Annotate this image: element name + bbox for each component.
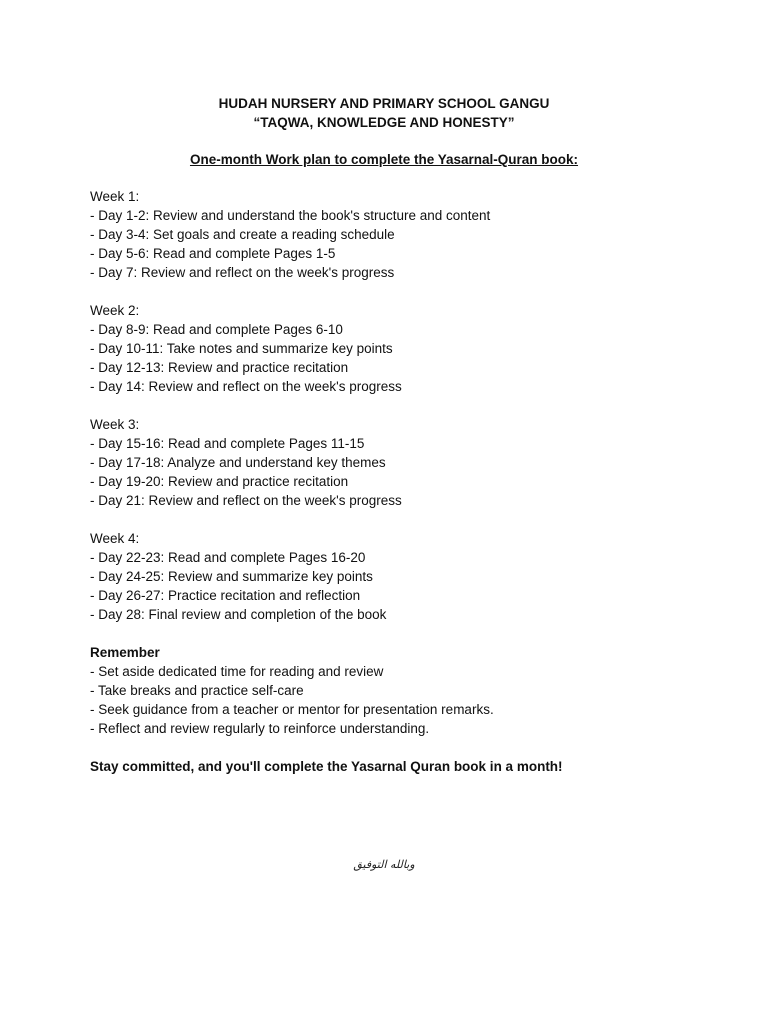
week-item: - Day 5-6: Read and complete Pages 1-5 xyxy=(90,246,336,261)
week-item: - Day 22-23: Read and complete Pages 16-20 xyxy=(90,550,366,565)
week-item: - Day 7: Review and reflect on the week's progress xyxy=(90,265,395,280)
week-3-section xyxy=(90,415,710,510)
closing-statement: Stay committed, and you'll complete the Yasarnal Quran book in a month! xyxy=(90,759,563,774)
week-item: - Day 8-9: Read and complete Pages 6-10 xyxy=(90,322,343,337)
week-title: Week 1: xyxy=(90,189,140,204)
week-item: - Day 10-11: Take notes and summarize key points xyxy=(90,341,393,356)
week-item: - Day 26-27: Practice recitation and reflection xyxy=(90,588,361,603)
remember-item: - Set aside dedicated time for reading and review xyxy=(90,664,384,679)
plan-title: One-month Work plan to complete the Yasarnal-Quran book: xyxy=(189,152,579,167)
remember-item: - Take breaks and practice self-care xyxy=(90,683,304,698)
plan-body xyxy=(90,187,710,776)
school-name: HUDAH NURSERY AND PRIMARY SCHOOL GANGU xyxy=(218,96,550,111)
week-1-section xyxy=(90,187,710,282)
week-item: - Day 1-2: Review and understand the book's structure and content xyxy=(90,208,491,223)
remember-item: - Seek guidance from a teacher or mentor for presentation remarks. xyxy=(90,702,494,717)
week-title: Week 4: xyxy=(90,531,140,546)
remember-item: - Reflect and review regularly to reinforce understanding. xyxy=(90,721,430,736)
week-item: - Day 19-20: Review and practice recitation xyxy=(90,474,349,489)
week-item: - Day 3-4: Set goals and create a reading schedule xyxy=(90,227,395,242)
week-item: - Day 15-16: Read and complete Pages 11-15 xyxy=(90,436,365,451)
week-item: - Day 21: Review and reflect on the week's progress xyxy=(90,493,402,508)
remember-section xyxy=(90,643,710,738)
week-item: - Day 24-25: Review and summarize key points xyxy=(90,569,373,584)
school-motto: “TAQWA, KNOWLEDGE AND HONESTY” xyxy=(253,115,515,130)
week-item: - Day 14: Review and reflect on the week's progress xyxy=(90,379,402,394)
week-item: - Day 28: Final review and completion of the book xyxy=(90,607,387,622)
document-header xyxy=(0,94,768,132)
week-item: - Day 12-13: Review and practice recitation xyxy=(90,360,349,375)
arabic-signature: وبالله التوفيق xyxy=(353,858,415,871)
week-4-section xyxy=(90,529,710,624)
week-title: Week 2: xyxy=(90,303,140,318)
week-item: - Day 17-18: Analyze and understand key themes xyxy=(90,455,386,470)
week-title: Week 3: xyxy=(90,417,140,432)
week-2-section xyxy=(90,301,710,396)
remember-title: Remember xyxy=(90,645,160,660)
